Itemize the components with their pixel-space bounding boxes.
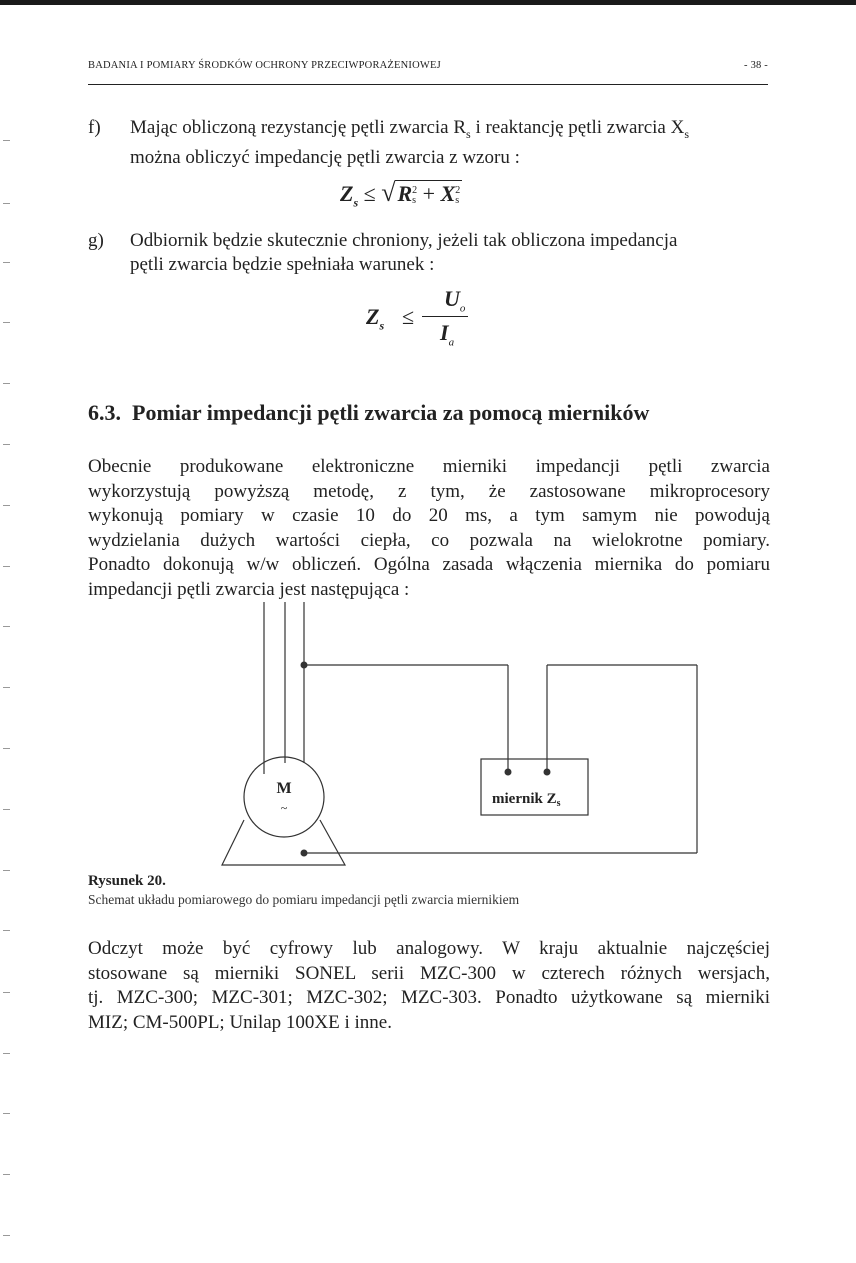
margin-mark [3,444,10,445]
paragraph-line: wykonują pomiary w czasie 10 do 20 ms, a tym samym nie powodują [88,505,770,526]
margin-mark [3,992,10,993]
terminal-dot [505,769,512,776]
margin-mark [3,626,10,627]
paragraph-line: tj. MZC-300; MZC-301; MZC-302; MZC-303. Ponadto użytkowane są mierniki [88,987,770,1008]
margin-mark [3,1235,10,1236]
list-item-g [88,229,776,277]
section-heading: 6.3. Pomiar impedancji pętli zwarcia za pomocą mierników [88,400,650,425]
item-text-line: można obliczyć impedancję pętli zwarcia z wzoru : [130,146,520,168]
item-label: g) [88,230,104,251]
list-item-f [88,116,776,170]
margin-mark [3,870,10,871]
paragraph-line: Odczyt może być cyfrowy lub analogowy. W kraju aktualnie najczęściej [88,938,770,959]
running-header [88,60,768,71]
paragraph-line: Obecnie produkowane elektroniczne mierniki impedancji pętli zwarcia [88,456,770,477]
motor-base [222,820,345,865]
meter-box [481,759,588,815]
paragraph-line: MIZ; CM-500PL; Unilap 100XE i inne. [88,1011,392,1033]
formula-condition: $Z_s$ ≤ $U_o$ $I_a$ [366,286,476,350]
figure-number: Rysunek 20. [88,873,166,889]
terminal-dot [544,769,551,776]
junction-dot [301,850,308,857]
page-number: - 38 - [744,60,768,71]
header-title: BADANIA I POMIARY ŚRODKÓW OCHRONY PRZECIWPORAŻENIOWEJ [88,60,441,71]
item-text-line: Odbiornik będzie skutecznie chroniony, jeżeli tak obliczona impedancja [130,230,678,251]
margin-mark [3,322,10,323]
figure-caption: Schemat układu pomiarowego do pomiaru impedancji pętli zwarcia miernikiem [88,892,520,907]
motor-circle [244,757,324,837]
scan-top-edge [0,0,856,5]
header-rule [88,84,768,85]
margin-mark [3,262,10,263]
margin-mark [3,140,10,141]
paragraph-intro [88,455,770,602]
margin-mark [3,748,10,749]
paragraph-line: stosowane są mierniki SONEL serii MZC-300 w czterech różnych wersjach, [88,962,770,984]
margin-mark [3,809,10,810]
margin-mark [3,1053,10,1054]
margin-mark [3,505,10,506]
paragraph-line: Ponadto dokonują w/w obliczeń. Ogólna zasada włączenia miernika do pomiaru [88,554,770,575]
item-text-line: pętli zwarcia będzie spełniała warunek : [130,254,435,275]
formula-impedance: $Z_s \le √R$ 2 s + X 2 s [340,178,461,210]
paragraph-meters [88,937,770,1035]
paragraph-line: wydzielania dużych wartości ciepła, co pozwala na wielokrotne pomiary. [88,529,770,551]
item-text-line: Mając obliczoną rezystancję pętli zwarcia $R_s$ i reaktancję pętli zwarcia $X_s$ [130,117,690,141]
margin-mark [3,203,10,204]
paragraph-line: impedancji pętli zwarcia jest następująca : [88,578,410,600]
motor-ac-symbol: ~ [280,801,288,815]
meter-label: miernik $Z_s$ [492,791,561,809]
paragraph-line: wykorzystują powyższą metodę, z tym, że zastosowane mikroprocesory [88,480,770,502]
junction-dot [301,662,308,669]
margin-mark [3,1174,10,1175]
motor-label: M [276,780,292,797]
margin-mark [3,1113,10,1114]
margin-mark [3,383,10,384]
margin-mark [3,687,10,688]
margin-mark [3,566,10,567]
margin-mark [3,930,10,931]
item-label: f) [88,117,101,138]
